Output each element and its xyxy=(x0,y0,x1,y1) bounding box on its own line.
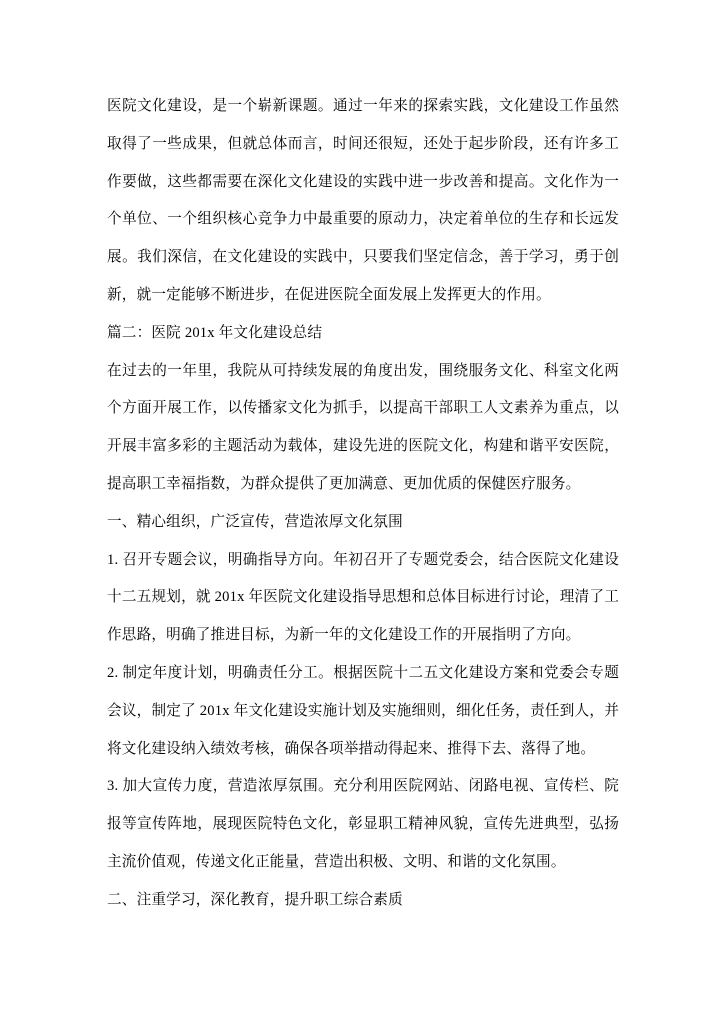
paragraph-item-3: 3. 加大宣传力度，营造浓厚氛围。充分利用医院网站、闭路电视、宣传栏、院报等宣传阵地，展现医院特色文化，彰显职工精神风貌，宣传先进典型，弘扬主流价值观，传递文化正能量，营造出积极、文明、和谐的文化氛围。 xyxy=(107,778,619,870)
paragraph-item-1: 1. 召开专题会议，明确指导方向。年初召开了专题党委会，结合医院文化建设十二五规划，就 201x 年医院文化建设指导思想和总体目标进行讨论，理清了工作思路，明确了推进目标，为新一年的文化建设工作的开展指明了方向。 xyxy=(107,551,619,644)
paragraph-item-2: 2. 制定年度计划，明确责任分工。根据医院十二五文化建设方案和党委会专题会议，制定了 201x 年文化建设实施计划及实施细则，细化任务，责任到人，并将文化建设纳入绩效考核，确保各项举措动得起来、推得下去、落得了地。 xyxy=(107,664,619,757)
paragraph-heading-1: 一、精心组织，广泛宣传，营造浓厚文化氛围 xyxy=(107,513,403,530)
paragraph-section-title-2: 篇二：医院 201x 年文化建设总结 xyxy=(107,324,323,341)
document-content xyxy=(107,88,619,920)
paragraph-heading-2: 二、注重学习，深化教育，提升职工综合素质 xyxy=(107,891,403,908)
paragraph-body-2: 在过去的一年里，我院从可持续发展的角度出发，围绕服务文化、科室文化两个方面开展工作，以传播家文化为抓手，以提高干部职工人文素养为重点，以开展丰富多彩的主题活动为载体，建设先进的医院文化，构建和谐平安医院，提高职工幸福指数，为群众提供了更加满意、更加优质的保健医疗服务。 xyxy=(107,362,619,492)
paragraph-body-1: 医院文化建设，是一个崭新课题。通过一年来的探索实践，文化建设工作虽然取得了一些成果，但就总体而言，时间还很短，还处于起步阶段，还有许多工作要做，这些都需要在深化文化建设的实践中进一步改善和提高。文化作为一个单位、一个组织核心竞争力中最重要的原动力，决定着单位的生存和长远发展。我们深信，在文化建设的实践中，只要我们坚定信念，善于学习，勇于创新，就一定能够不断进步，在促进医院全面发展上发挥更大的作用。 xyxy=(107,98,619,303)
